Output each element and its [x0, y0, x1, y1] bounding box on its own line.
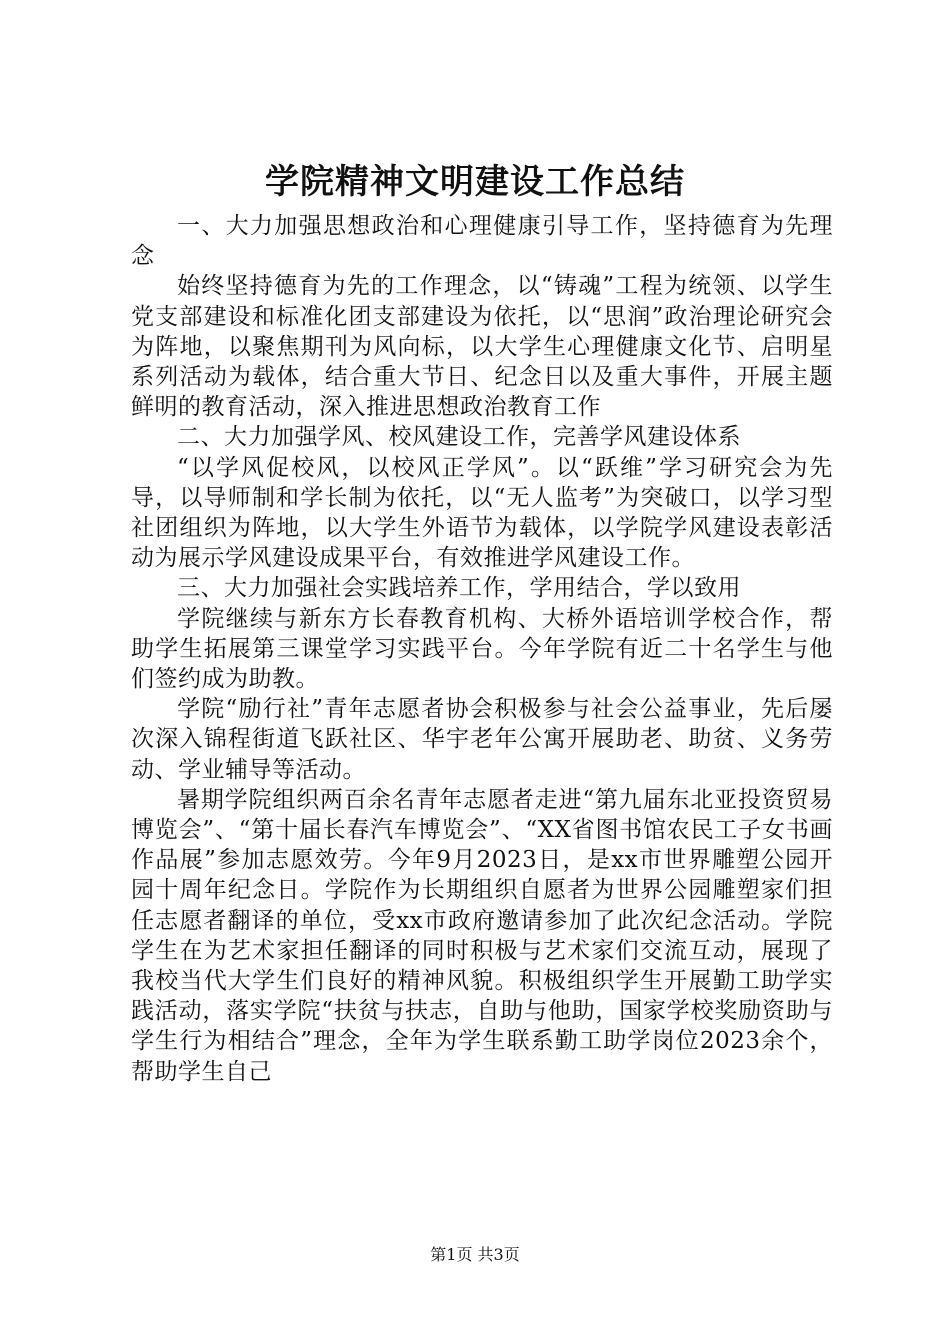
section-heading-2: 二、大力加强学风、校风建设工作，完善学风建设体系 [177, 424, 741, 451]
paragraph: 学院“励行社”青年志愿者协会积极参与社会公益事业，先后屡次深入锦程街道飞跃社区、华宇老年公寓开展助老、助贫、义务劳动、学业辅导等活动。 [131, 696, 833, 783]
page-number-footer: 第1页 共3页 [430, 1245, 520, 1264]
paragraph: 始终坚持德育为先的工作理念，以“铸魂”工程为统领、以学生党支部建设和标准化团支部建设为依托，以“思润”政治理论研究会为阵地，以聚焦期刊为风向标，以大学生心理健康文化节、启明星系列活动为载体，结合重大节日、纪念日以及重大事件，开展主题鲜明的教育活动，深入推进思想政治教育工作 [131, 273, 833, 421]
document-body [131, 211, 833, 1087]
paragraph: 暑期学院组织两百余名青年志愿者走进“第九届东北亚投资贸易博览会”、“第十届长春汽车博览会”、“XX省图书馆农民工子女书画作品展”参加志愿效劳。今年9月2023日，是xx市世界雕塑公园开园十周年纪念日。学院作为长期组织自愿者为世界公园雕塑家们担任志愿者翻译的单位，受xx市政府邀请参加了此次纪念活动。学院学生在为艺术家担任翻译的同时积极与艺术家们交流互动，展现了我校当代大学生们良好的精神风貌。积极组织学生开展勤工助学实践活动，落实学院“扶贫与扶志，自助与他助，国家学校奖励资助与学生行为相结合”理念，全年为学生联系勤工助学岗位2023余个，帮助学生自己 [131, 786, 833, 1085]
document-title: 学院精神文明建设工作总结 [265, 162, 685, 202]
paragraph: 学院继续与新东方长春教育机构、大桥外语培训学校合作，帮助学生拓展第三课堂学习实践平台。今年学院有近二十名学生与他们签约成为助教。 [131, 605, 833, 693]
paragraph: “以学风促校风，以校风正学风”。以“跃维”学习研究会为先导，以导师制和学长制为依托，以“无人监考”为突破口，以学习型社团组织为阵地，以大学生外语节为载体，以学院学风建设表彰活动为展示学风建设成果平台，有效推进学风建设工作。 [131, 454, 833, 572]
section-heading-3: 三、大力加强社会实践培养工作，学用结合，学以致用 [177, 575, 741, 602]
section-heading-1: 一、大力加强思想政治和心理健康引导工作，坚持德育为先理念 [131, 213, 833, 270]
